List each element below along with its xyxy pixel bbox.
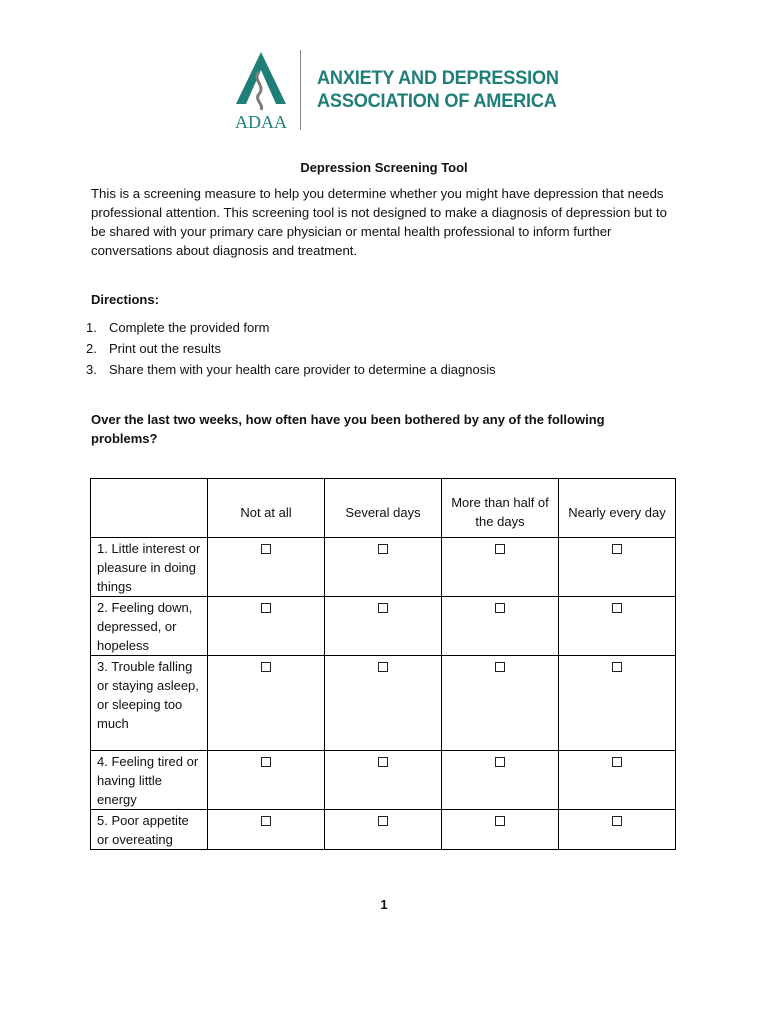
checkbox-several-days[interactable] [378, 544, 388, 554]
column-header: Several days [325, 479, 442, 538]
checkbox-nearly-every-day[interactable] [612, 662, 622, 672]
checkbox-several-days[interactable] [378, 757, 388, 767]
row-label: 2. Feeling down, depressed, or hopeless [91, 597, 208, 656]
row-label: 5. Poor appetite or overeating [91, 810, 208, 850]
checkbox-more-than-half[interactable] [495, 662, 505, 672]
screening-table [90, 478, 676, 850]
checkbox-not-at-all[interactable] [261, 544, 271, 554]
directions-list [86, 317, 496, 380]
row-label: 1. Little interest or pleasure in doing things [91, 538, 208, 597]
adaa-logo-mark-icon [228, 48, 294, 132]
row-label: 4. Feeling tired or having little energy [91, 751, 208, 810]
checkbox-not-at-all[interactable] [261, 757, 271, 767]
org-name-line1: ANXIETY AND DEPRESSION [317, 67, 559, 89]
header-empty-cell [91, 479, 208, 538]
checkbox-more-than-half[interactable] [495, 544, 505, 554]
logo-divider [300, 50, 301, 130]
table-row [91, 538, 676, 597]
checkbox-several-days[interactable] [378, 816, 388, 826]
checkbox-not-at-all[interactable] [261, 662, 271, 672]
checkbox-more-than-half[interactable] [495, 757, 505, 767]
list-item: 1. Complete the provided form [86, 320, 270, 335]
logo-letters: ADAA [235, 112, 287, 132]
checkbox-nearly-every-day[interactable] [612, 816, 622, 826]
row-label: 3. Trouble falling or staying asleep, or sleeping too much [91, 656, 208, 751]
column-header: Not at all [208, 479, 325, 538]
checkbox-not-at-all[interactable] [261, 816, 271, 826]
table-row [91, 597, 676, 656]
intro-paragraph: This is a screening measure to help you determine whether you might have depression that needs professional attention. This screening tool is not designed to make a diagnosis of depression but to be shared with your primary care physician or mental health professional to inform further conversations about diagnosis and treatment. [91, 186, 667, 258]
checkbox-not-at-all[interactable] [261, 603, 271, 613]
adaa-logo [226, 48, 566, 132]
checkbox-nearly-every-day[interactable] [612, 603, 622, 613]
table-row [91, 656, 676, 751]
list-item: 3. Share them with your health care provider to determine a diagnosis [86, 362, 496, 377]
org-name-line2: ASSOCIATION OF AMERICA [317, 90, 557, 112]
checkbox-nearly-every-day[interactable] [612, 757, 622, 767]
table-header-row [91, 479, 676, 538]
table-row [91, 751, 676, 810]
list-item: 2. Print out the results [86, 341, 221, 356]
directions-heading: Directions: [91, 292, 159, 307]
checkbox-more-than-half[interactable] [495, 603, 505, 613]
document-title: Depression Screening Tool [300, 160, 468, 175]
checkbox-several-days[interactable] [378, 603, 388, 613]
checkbox-nearly-every-day[interactable] [612, 544, 622, 554]
checkbox-several-days[interactable] [378, 662, 388, 672]
table-row [91, 810, 676, 850]
column-header: More than half of the days [442, 479, 559, 538]
checkbox-more-than-half[interactable] [495, 816, 505, 826]
column-header: Nearly every day [559, 479, 676, 538]
page-number: 1 [380, 897, 388, 912]
screening-question: Over the last two weeks, how often have you been bothered by any of the following problems? [91, 412, 605, 446]
